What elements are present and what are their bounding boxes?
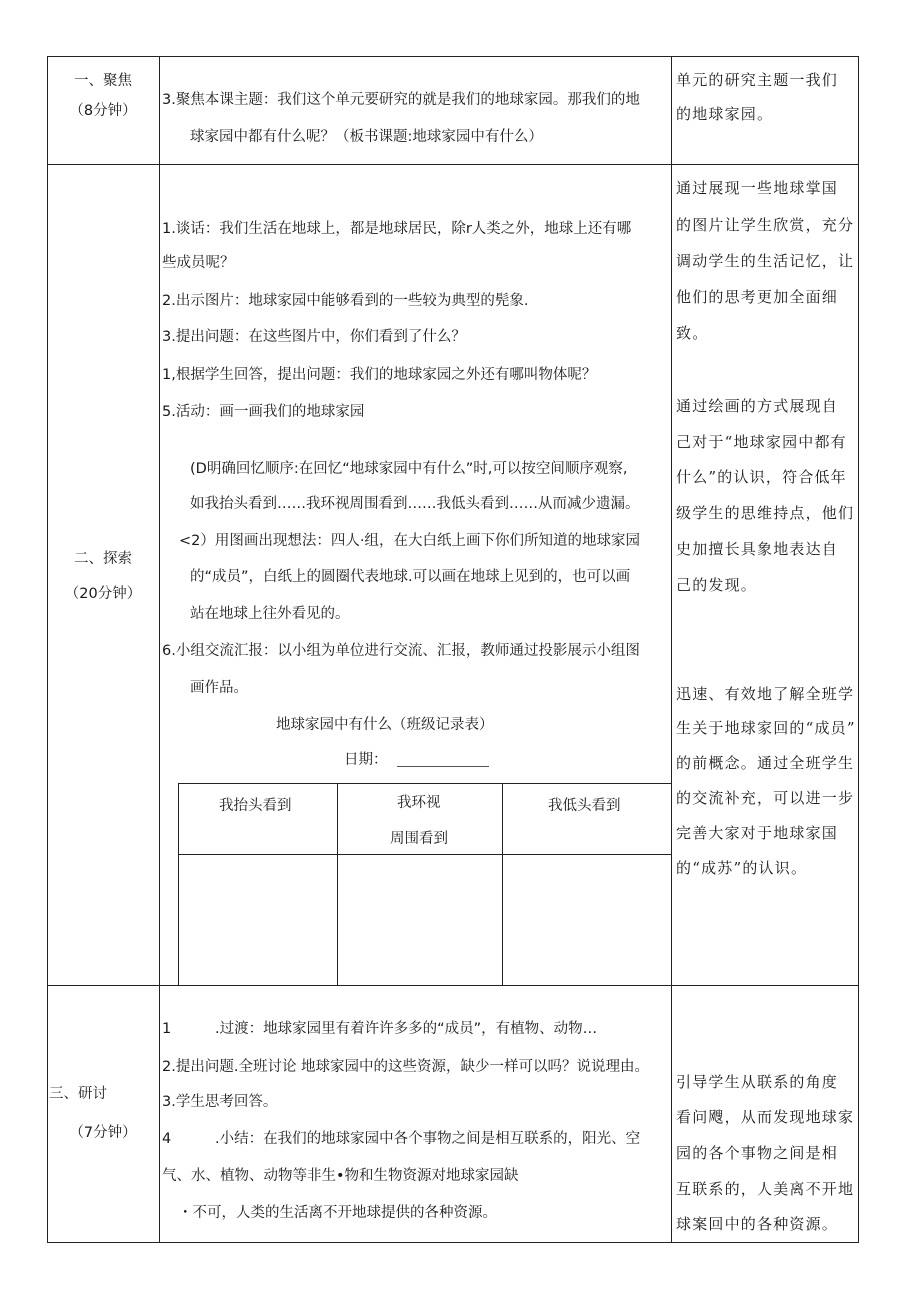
discuss-line: ・不可，人类的生活离不开地球提供的各种资源。 [178,1205,497,1221]
record-date-label: 日期： [344,752,388,768]
explore-line: 的“成员”，白纸上的圆圈代表地球.可以画在地球上见到的，也可以画 [190,569,631,585]
record-date-blank [397,766,489,767]
explore-line: 画作品。 [190,680,248,696]
explore-reason-line: 通过展现一些地球掌国 [676,179,839,197]
focus-line: 3.聚焦本课主题：我们这个单元要研究的就是我们的地球家园。那我们的地 [162,92,640,108]
explore-line: 1.谈话：我们生活在地球上，都是地球居民，除r人类之外，地球上还有哪 [162,221,632,237]
discuss-line-number: 4 [162,1131,172,1147]
table-border-left [47,56,48,1243]
explore-line: <2）用图画出现想法：四人·组，在大白纸上画下你们所知道的地球家园 [179,533,640,549]
explore-line: 5.活动：画一画我们的地球家园 [162,404,365,420]
explore-reason-line: 什么”的认识，符合低年 [676,468,847,486]
stage-focus-name: 一、聚焦 [74,73,132,89]
discuss-reason-line: 园的各个事物之间是相 [676,1144,839,1162]
explore-reason-line: 完善大家对于地球家国 [676,824,839,842]
table-border-bottom [47,1242,859,1243]
stage-discuss-time: （7分钟） [69,1125,137,1141]
discuss-line: .过渡：地球家园里有着许许多多的“成员”，有植物、动物… [215,1021,598,1037]
explore-reason-line: 己对于“地球家园中都有 [676,433,847,451]
record-table-top [178,783,671,784]
discuss-reason-line: 看问飕，从而发现地球家 [676,1108,855,1126]
table-border-right [858,56,859,1243]
stage-explore-name: 二、探索 [74,551,132,567]
explore-reason-line: 的“成苏”的认识。 [676,859,808,877]
record-table-left [178,783,179,985]
discuss-reason-line: 球案回中的各种资源。 [676,1215,839,1233]
record-header-look-around-2: 周围看到 [390,831,448,847]
record-header-look-down: 我低头看到 [548,798,621,814]
explore-reason-line: 己的发现。 [676,576,758,594]
explore-line: 站在地球上往外看见的。 [190,606,350,622]
discuss-line: 气、水、植物、动物等非生•物和生物资源对地球家园缺 [162,1168,519,1184]
discuss-line-number: 1 [162,1021,172,1037]
focus-reason-line: 单元的研究主题一我们 [676,71,839,89]
explore-reason-line: 生关于地球家回的“成员” [676,719,856,737]
table-column-divider-2 [671,56,672,1243]
explore-reason-line: 调动学生的生活记忆，让 [676,252,855,270]
table-column-divider-1 [159,56,160,1243]
explore-line: 些成员呢？ [162,255,235,271]
record-header-look-up: 我抬头看到 [219,798,292,814]
discuss-line: .小结：在我们的地球家园中各个事物之间是相互联系的，阳光、空 [215,1131,641,1147]
explore-reason-line: 通过绘画的方式展现自 [676,397,839,415]
focus-reason-line: 的地球家园。 [676,105,774,123]
record-table-title: 地球家园中有什么（班级记录表） [276,717,494,733]
record-table-col-divider-2 [502,783,503,985]
explore-reason-line: 级学生的思维持点，他们 [676,504,855,522]
stage-explore-time: （20分钟） [64,586,142,602]
table-row-divider-2 [47,985,859,986]
explore-line: 2.出示图片：地球家园中能够看到的一些较为典型的髡象. [162,293,529,309]
explore-reason-line: 史加擅长具象地表达自 [676,540,839,558]
discuss-reason-line: 互联系的，人美离不开地 [676,1180,855,1198]
explore-reason-line: 的前概念。通过全班学生 [676,754,855,772]
table-border-top [47,56,859,57]
explore-reason-line: 的图片让学生欣赏，充分 [676,216,855,234]
record-table-header-divider [178,854,671,855]
explore-reason-line: 迅速、有效地了解全班学 [676,685,855,703]
stage-focus-time: （8分钟） [69,103,137,119]
explore-line: 3.提出问题：在这些图片中，你们看到了什么？ [162,329,466,345]
explore-line: 1,根据学生回答，提出问题：我们的地球家园之外还有哪叫物体呢？ [162,367,597,383]
table-row-divider-1 [47,164,859,165]
discuss-line: 2.提出问题.全班讨论 地球家园中的这些资源，缺少一样可以吗？说说理由。 [162,1059,650,1075]
focus-line: 球家园中都有什么呢？（板书课题:地球家园中有什么） [190,129,543,145]
discuss-reason-line: 引导学生从联系的角度 [676,1073,839,1091]
record-table-col-divider-1 [337,783,338,985]
discuss-line: 3.学生思考回答。 [162,1094,278,1110]
explore-line: 如我抬头看到……我环视周围看到……我低头看到……从而减少遗漏。 [190,496,640,512]
stage-discuss-name: 三、研讨 [49,1086,107,1102]
explore-reason-line: 他们的思考更加全面细 [676,288,839,306]
explore-line: (D明确回忆顺序:在回忆“地球家园中有什么”时,可以按空间顺序观察, [190,461,628,477]
explore-reason-line: 的交流补充，可以进一步 [676,789,855,807]
explore-reason-line: 致。 [676,324,709,342]
explore-line: 6.小组交流汇报：以小组为单位进行交流、汇报，教师通过投影展示小组图 [162,643,640,659]
record-header-look-around: 我环视 [397,795,441,811]
